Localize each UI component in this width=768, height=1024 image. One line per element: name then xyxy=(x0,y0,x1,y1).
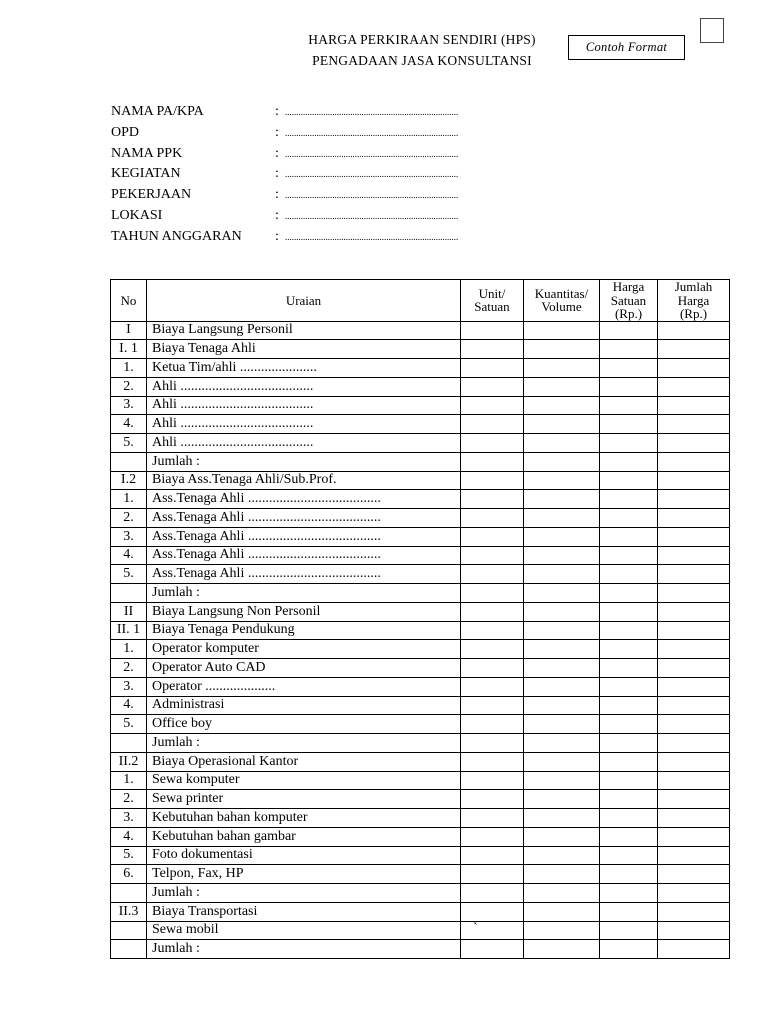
table-row xyxy=(111,340,730,359)
row-unit-price xyxy=(600,415,658,434)
row-unit-price xyxy=(600,884,658,903)
row-total-price xyxy=(658,752,730,771)
row-description: Jumlah : xyxy=(147,584,461,603)
field-label: NAMA PPK xyxy=(111,145,183,161)
row-unit-price xyxy=(600,602,658,621)
row-unit xyxy=(461,677,524,696)
row-unit xyxy=(461,546,524,565)
row-quantity xyxy=(524,509,600,528)
row-description: Ass.Tenaga Ahli ...................................... xyxy=(147,565,461,584)
row-number: 6. xyxy=(111,865,147,884)
row-quantity xyxy=(524,584,600,603)
field-separator: : xyxy=(275,187,279,203)
row-quantity xyxy=(524,452,600,471)
document-title xyxy=(262,29,582,71)
row-number: II.2 xyxy=(111,752,147,771)
row-number: 4. xyxy=(111,827,147,846)
header-unit xyxy=(461,280,524,322)
row-unit-price xyxy=(600,771,658,790)
row-quantity xyxy=(524,602,600,621)
row-number: 2. xyxy=(111,790,147,809)
row-unit xyxy=(461,509,524,528)
row-description: Ass.Tenaga Ahli ...................................... xyxy=(147,490,461,509)
table-row xyxy=(111,377,730,396)
row-total-price xyxy=(658,509,730,528)
header-uraian: Uraian xyxy=(147,280,461,322)
field-label: PEKERJAAN xyxy=(111,187,192,203)
row-total-price xyxy=(658,546,730,565)
table-row xyxy=(111,902,730,921)
row-description: Biaya Transportasi xyxy=(147,902,461,921)
row-total-price xyxy=(658,640,730,659)
table-row xyxy=(111,752,730,771)
row-unit xyxy=(461,396,524,415)
row-quantity xyxy=(524,434,600,453)
row-quantity xyxy=(524,340,600,359)
table-row xyxy=(111,396,730,415)
row-quantity xyxy=(524,771,600,790)
row-quantity xyxy=(524,527,600,546)
blank-box xyxy=(700,18,724,43)
table-row xyxy=(111,734,730,753)
field-label: LOKASI xyxy=(111,207,163,223)
table-row xyxy=(111,809,730,828)
row-description: Sewa mobil xyxy=(147,921,461,940)
row-unit-price xyxy=(600,509,658,528)
row-unit-price xyxy=(600,940,658,959)
row-total-price xyxy=(658,715,730,734)
row-unit xyxy=(461,621,524,640)
row-number: 2. xyxy=(111,377,147,396)
field-nama-ppk xyxy=(111,144,458,165)
table-row xyxy=(111,865,730,884)
row-total-price xyxy=(658,696,730,715)
row-quantity xyxy=(524,902,600,921)
row-total-price xyxy=(658,527,730,546)
row-unit-price xyxy=(600,471,658,490)
row-number: II xyxy=(111,602,147,621)
field-opd xyxy=(111,123,458,144)
table-row xyxy=(111,452,730,471)
row-total-price xyxy=(658,865,730,884)
row-description: Biaya Operasional Kantor xyxy=(147,752,461,771)
row-number: 2. xyxy=(111,659,147,678)
row-quantity xyxy=(524,321,600,340)
row-description: Foto dokumentasi xyxy=(147,846,461,865)
row-unit-price xyxy=(600,659,658,678)
row-total-price xyxy=(658,396,730,415)
table-row xyxy=(111,415,730,434)
table-row xyxy=(111,527,730,546)
row-number: 5. xyxy=(111,846,147,865)
row-number: 5. xyxy=(111,565,147,584)
row-description: Ketua Tim/ahli ...................... xyxy=(147,359,461,378)
field-label: NAMA PA/KPA xyxy=(111,104,204,119)
row-unit-price xyxy=(600,340,658,359)
row-unit xyxy=(461,584,524,603)
header-quantity-line: Kuantitas/ xyxy=(534,285,589,301)
row-total-price xyxy=(658,340,730,359)
row-unit xyxy=(461,734,524,753)
row-total-price xyxy=(658,809,730,828)
field-label: TAHUN ANGGARAN xyxy=(111,228,242,244)
row-description: Jumlah : xyxy=(147,940,461,959)
row-total-price xyxy=(658,452,730,471)
table-row xyxy=(111,640,730,659)
field-value-line: ............................................................................. xyxy=(285,127,459,138)
row-total-price xyxy=(658,659,730,678)
row-unit-price xyxy=(600,790,658,809)
row-quantity xyxy=(524,752,600,771)
row-total-price xyxy=(658,940,730,959)
row-quantity xyxy=(524,471,600,490)
header-total-price-line: (Rp.) xyxy=(679,306,708,321)
table-row xyxy=(111,677,730,696)
table-row xyxy=(111,434,730,453)
table-row xyxy=(111,827,730,846)
row-description: Biaya Tenaga Pendukung xyxy=(147,621,461,640)
row-unit: ` xyxy=(461,921,524,940)
row-number: 5. xyxy=(111,434,147,453)
row-unit-price xyxy=(600,696,658,715)
row-total-price xyxy=(658,565,730,584)
format-label-box: Contoh Format xyxy=(568,35,685,60)
row-unit-price xyxy=(600,827,658,846)
table-row xyxy=(111,565,730,584)
row-quantity xyxy=(524,565,600,584)
table-row xyxy=(111,715,730,734)
field-label: OPD xyxy=(111,124,140,140)
row-unit-price xyxy=(600,921,658,940)
row-unit xyxy=(461,565,524,584)
row-unit xyxy=(461,790,524,809)
row-number: 4. xyxy=(111,696,147,715)
field-value-line: ............................................................................. xyxy=(285,169,459,180)
row-description: Kebutuhan bahan komputer xyxy=(147,809,461,828)
row-total-price xyxy=(658,321,730,340)
row-number: 1. xyxy=(111,640,147,659)
row-total-price xyxy=(658,377,730,396)
info-fields xyxy=(111,102,458,248)
row-unit xyxy=(461,471,524,490)
header-unit-price-line: (Rp.) xyxy=(614,306,643,321)
row-number: 3. xyxy=(111,809,147,828)
row-quantity xyxy=(524,715,600,734)
row-number: 3. xyxy=(111,527,147,546)
row-total-price xyxy=(658,921,730,940)
row-unit-price xyxy=(600,902,658,921)
header-no: No xyxy=(111,280,147,322)
row-unit xyxy=(461,865,524,884)
row-unit xyxy=(461,602,524,621)
field-value-line: ............................................................................. xyxy=(285,190,459,201)
row-unit-price xyxy=(600,452,658,471)
row-total-price xyxy=(658,771,730,790)
row-total-price xyxy=(658,902,730,921)
row-number: I xyxy=(111,321,147,340)
row-unit-price xyxy=(600,434,658,453)
row-unit xyxy=(461,452,524,471)
row-unit xyxy=(461,527,524,546)
table-row xyxy=(111,359,730,378)
row-description: Sewa komputer xyxy=(147,771,461,790)
row-quantity xyxy=(524,921,600,940)
header-quantity xyxy=(524,280,600,322)
row-quantity xyxy=(524,659,600,678)
table-row xyxy=(111,790,730,809)
row-number xyxy=(111,452,147,471)
row-description: Telpon, Fax, HP xyxy=(147,865,461,884)
row-unit xyxy=(461,884,524,903)
row-unit-price xyxy=(600,621,658,640)
row-number: 1. xyxy=(111,771,147,790)
row-total-price xyxy=(658,434,730,453)
row-number: 1. xyxy=(111,359,147,378)
row-total-price xyxy=(658,415,730,434)
field-value-line: ............................................................................. xyxy=(285,148,459,159)
field-separator: : xyxy=(275,166,279,182)
row-unit-price xyxy=(600,734,658,753)
row-unit-price xyxy=(600,565,658,584)
field-lokasi xyxy=(111,206,458,227)
row-number: 5. xyxy=(111,715,147,734)
header-unit-line: Unit/ xyxy=(478,285,506,301)
row-total-price xyxy=(658,490,730,509)
row-number: I. 1 xyxy=(111,340,147,359)
table-body xyxy=(111,321,730,959)
row-total-price xyxy=(658,827,730,846)
row-unit xyxy=(461,715,524,734)
row-unit xyxy=(461,696,524,715)
hps-table xyxy=(110,279,730,959)
field-value-line: ............................................................................. xyxy=(285,107,459,117)
table-row xyxy=(111,509,730,528)
header-quantity-line: Volume xyxy=(541,299,582,315)
row-number xyxy=(111,584,147,603)
row-description: Ahli ...................................... xyxy=(147,434,461,453)
row-unit xyxy=(461,415,524,434)
row-number: 4. xyxy=(111,546,147,565)
row-description: Operator .................... xyxy=(147,677,461,696)
row-number: II.3 xyxy=(111,902,147,921)
row-quantity xyxy=(524,490,600,509)
row-description: Biaya Ass.Tenaga Ahli/Sub.Prof. xyxy=(147,471,461,490)
row-quantity xyxy=(524,359,600,378)
row-quantity xyxy=(524,827,600,846)
row-quantity xyxy=(524,546,600,565)
field-value-line: ............................................................................. xyxy=(285,231,459,242)
row-unit xyxy=(461,490,524,509)
row-quantity xyxy=(524,415,600,434)
row-description: Operator Auto CAD xyxy=(147,659,461,678)
row-description: Administrasi xyxy=(147,696,461,715)
row-description: Ass.Tenaga Ahli ...................................... xyxy=(147,546,461,565)
row-unit xyxy=(461,340,524,359)
row-total-price xyxy=(658,884,730,903)
row-unit xyxy=(461,321,524,340)
field-label: KEGIATAN xyxy=(111,166,181,182)
field-pekerjaan xyxy=(111,185,458,206)
row-description: Jumlah : xyxy=(147,884,461,903)
header-total-price-line: Jumlah xyxy=(674,279,713,294)
table-row xyxy=(111,584,730,603)
table-row xyxy=(111,921,730,940)
row-total-price xyxy=(658,621,730,640)
row-total-price xyxy=(658,584,730,603)
row-description: Biaya Tenaga Ahli xyxy=(147,340,461,359)
field-tahun-anggaran xyxy=(111,227,458,248)
row-unit xyxy=(461,640,524,659)
row-description: Jumlah : xyxy=(147,452,461,471)
row-unit xyxy=(461,809,524,828)
row-quantity xyxy=(524,809,600,828)
field-separator: : xyxy=(275,124,279,140)
table-header-row xyxy=(111,280,730,322)
row-description: Ahli ...................................... xyxy=(147,396,461,415)
row-description: Ahli ...................................... xyxy=(147,415,461,434)
row-unit xyxy=(461,902,524,921)
row-total-price xyxy=(658,790,730,809)
header-unit-price xyxy=(600,280,658,322)
row-quantity xyxy=(524,640,600,659)
row-unit-price xyxy=(600,677,658,696)
row-unit-price xyxy=(600,640,658,659)
header-unit-price-line: Harga xyxy=(612,279,645,294)
row-quantity xyxy=(524,940,600,959)
header-total-price xyxy=(658,280,730,322)
row-unit-price xyxy=(600,377,658,396)
table-row xyxy=(111,621,730,640)
field-separator: : xyxy=(275,207,279,223)
row-total-price xyxy=(658,677,730,696)
row-description: Jumlah : xyxy=(147,734,461,753)
row-unit xyxy=(461,846,524,865)
table-row xyxy=(111,884,730,903)
field-separator: : xyxy=(275,228,279,244)
row-quantity xyxy=(524,734,600,753)
row-description: Ahli ...................................... xyxy=(147,377,461,396)
title-line-2: PENGADAAN JASA KONSULTANSI xyxy=(312,53,532,68)
row-unit-price xyxy=(600,396,658,415)
field-nama-pa-kpa xyxy=(111,102,458,123)
row-unit-price xyxy=(600,546,658,565)
row-quantity xyxy=(524,396,600,415)
row-description: Ass.Tenaga Ahli ...................................... xyxy=(147,509,461,528)
row-number: 1. xyxy=(111,490,147,509)
table-row xyxy=(111,696,730,715)
row-total-price xyxy=(658,602,730,621)
row-number xyxy=(111,734,147,753)
row-unit xyxy=(461,359,524,378)
row-description: Kebutuhan bahan gambar xyxy=(147,827,461,846)
header-unit-line: Satuan xyxy=(474,299,510,315)
row-number: 3. xyxy=(111,677,147,696)
row-total-price xyxy=(658,734,730,753)
row-description: Biaya Langsung Non Personil xyxy=(147,602,461,621)
row-total-price xyxy=(658,846,730,865)
row-unit-price xyxy=(600,865,658,884)
row-quantity xyxy=(524,696,600,715)
table-row xyxy=(111,846,730,865)
row-unit-price xyxy=(600,752,658,771)
row-quantity xyxy=(524,677,600,696)
table-row xyxy=(111,546,730,565)
row-description: Sewa printer xyxy=(147,790,461,809)
row-number: 2. xyxy=(111,509,147,528)
table-row xyxy=(111,321,730,340)
row-unit-price xyxy=(600,359,658,378)
row-quantity xyxy=(524,865,600,884)
row-quantity xyxy=(524,846,600,865)
table-row xyxy=(111,602,730,621)
row-unit xyxy=(461,827,524,846)
field-separator: : xyxy=(275,145,279,161)
row-number: I.2 xyxy=(111,471,147,490)
row-description: Ass.Tenaga Ahli ...................................... xyxy=(147,527,461,546)
row-unit-price xyxy=(600,715,658,734)
table-row xyxy=(111,659,730,678)
row-unit-price xyxy=(600,846,658,865)
row-unit xyxy=(461,659,524,678)
table-row xyxy=(111,940,730,959)
row-description: Office boy xyxy=(147,715,461,734)
row-number: 4. xyxy=(111,415,147,434)
header-unit-price-line: Satuan xyxy=(610,292,647,308)
row-unit xyxy=(461,771,524,790)
row-unit xyxy=(461,940,524,959)
row-number: 3. xyxy=(111,396,147,415)
row-unit-price xyxy=(600,584,658,603)
row-total-price xyxy=(658,471,730,490)
row-number xyxy=(111,940,147,959)
header-total-price-line: Harga xyxy=(677,292,710,308)
row-unit xyxy=(461,377,524,396)
table-row xyxy=(111,771,730,790)
row-quantity xyxy=(524,884,600,903)
row-quantity xyxy=(524,621,600,640)
field-kegiatan xyxy=(111,164,458,185)
row-number xyxy=(111,884,147,903)
table-row xyxy=(111,471,730,490)
row-quantity xyxy=(524,790,600,809)
row-quantity xyxy=(524,377,600,396)
row-unit xyxy=(461,752,524,771)
row-unit-price xyxy=(600,490,658,509)
row-unit xyxy=(461,434,524,453)
field-separator: : xyxy=(275,104,279,119)
row-total-price xyxy=(658,359,730,378)
row-unit-price xyxy=(600,527,658,546)
title-line-1: HARGA PERKIRAAN SENDIRI (HPS) xyxy=(308,32,536,47)
table-row xyxy=(111,490,730,509)
row-description: Operator komputer xyxy=(147,640,461,659)
row-unit-price xyxy=(600,321,658,340)
row-number: II. 1 xyxy=(111,621,147,640)
row-number xyxy=(111,921,147,940)
row-description: Biaya Langsung Personil xyxy=(147,321,461,340)
field-value-line: ............................................................................. xyxy=(285,210,459,221)
row-unit-price xyxy=(600,809,658,828)
